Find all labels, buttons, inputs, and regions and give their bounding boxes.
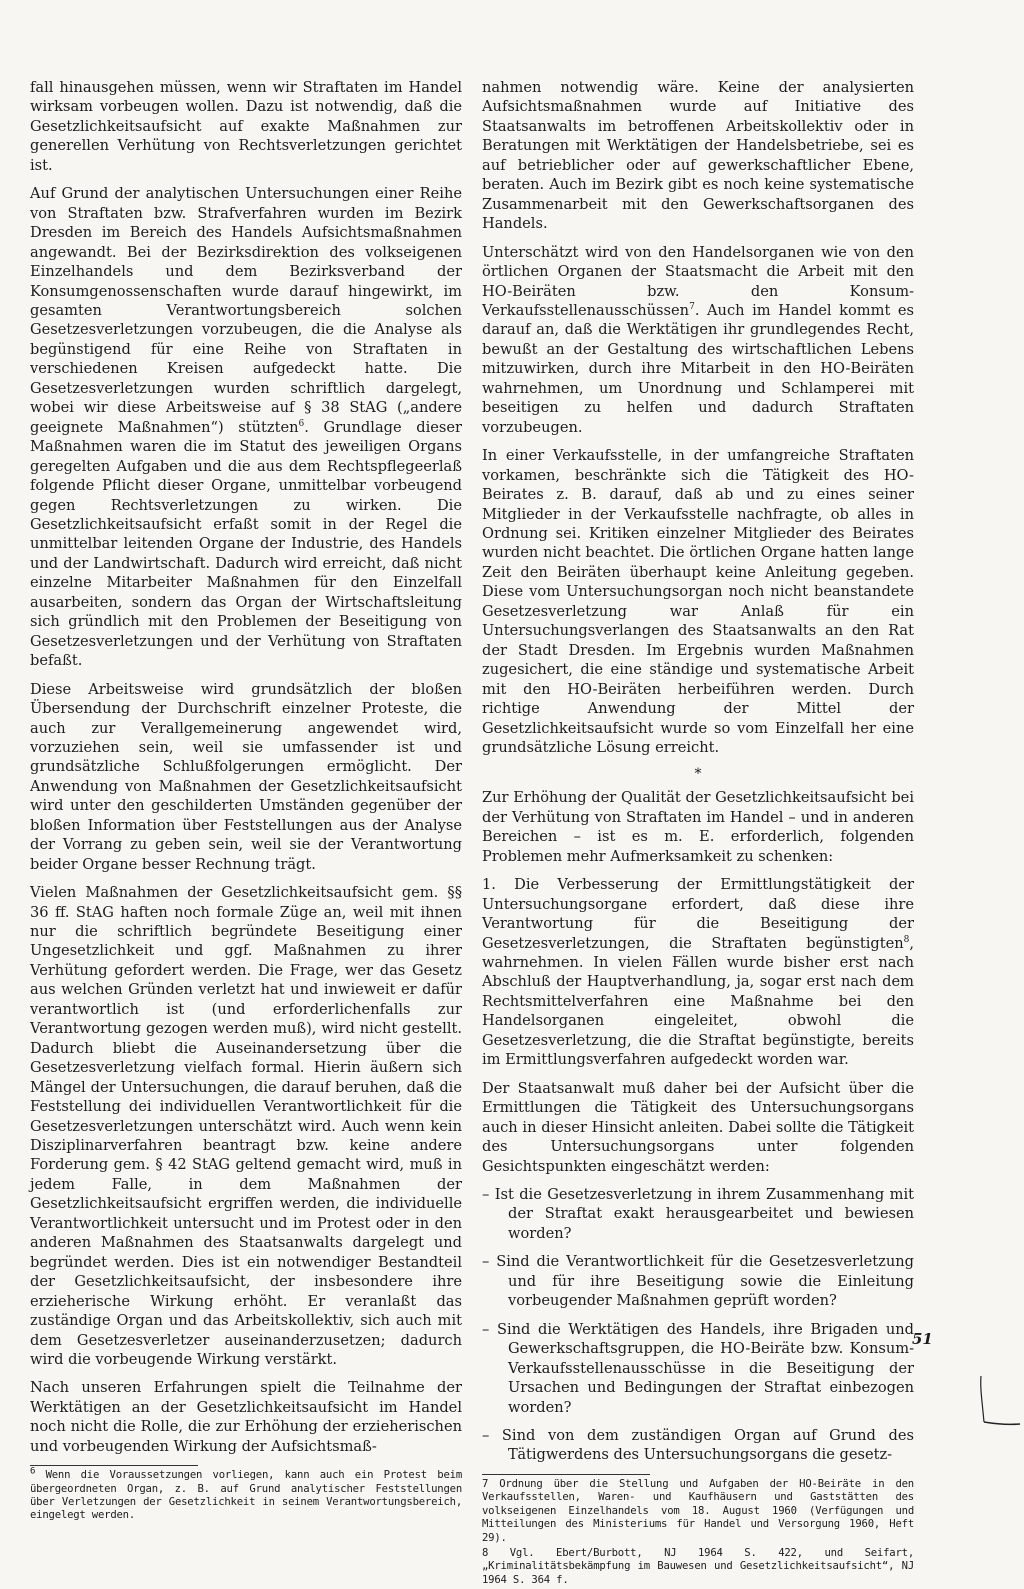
right-paragraph-5-rest: , wahrnehmen. In vielen Fällen wurde bisher erst nach Abschluß der Hauptverhandlung, ja, sogar erst nach dem Rechtsmittelverfahren eine Maßnahme bei den Handelsorganen eingeleitet, obwohl die Gesetzesverletzung, die die Straftat begünstigte, bereits im Ermittlungsverfahren aufgedeckt worden war. xyxy=(482,934,914,1069)
right-paragraph-6: Der Staatsanwalt muß daher bei der Aufsicht über die Ermittlungen die Tätigkeit des Untersuchungsorgans auch in dieser Hinsicht anleiten. Dabei sollte die Tätigkeit des Untersuchungsorgans unter folgenden Gesichtspunkten eingeschätzt werden: xyxy=(482,1079,914,1175)
right-paragraph-4: Zur Erhöhung der Qualität der Gesetzlichkeitsaufsicht bei der Verhütung von Straftaten im Handel – und in anderen Bereichen – ist es m. E. erforderlich, folgenden Problemen mehr Aufmerksamkeit zu schenken: xyxy=(482,789,914,865)
right-paragraph-3: In einer Verkaufsstelle, in der umfangreiche Straftaten vorkamen, beschränkte sich die Tätigkeit des HO-Beirates z. B. darauf, daß ab und zu eines seiner Mitglieder in der Verkaufsstelle nachfragte, ob alles in Ordnung sei. Kritiken einzelner Mitglieder des Beirates wurden nicht beachtet. Die örtlichen Organe hatten lange Zeit den Beiräten überhaupt keine Anleitung gegeben. Diese vom Untersuchungsorgan noch nicht beanstandete Gesetzesverletzung war Anlaß für ein Untersuchungsverlangen des Staatsanwalts an den Rat der Stadt Dresden. Im Ergebnis wurden Maßnahmen zugesichert, die eine ständige und systematische Arbeit mit den HO-Beiräten herbeiführen werden. Durch richtige Anwendung der Mittel der Gesetzlichkeitsaufsicht wurde so vom Einzelfall her eine grundsätzliche Lösung erreicht. xyxy=(482,447,914,756)
left-paragraph-2-text: Auf Grund der analytischen Untersuchungen einer Reihe von Straftaten bzw. Strafverfahren wurden im Bezirk Dresden im Bereich des Handels Aufsichtsmaßnahmen angewandt. Bei der Bezirksdirektion des volkseigenen Einzelhandels und dem Bezirksverband der Konsumgenossenschaften wurde darauf hingewirkt, im gesamten Verantwortungsbereich solchen Gesetzesverletzungen vorzubeugen, die die Analyse als begünstigend für eine Reihe von Straftaten in verschiedenen Kreisen aufgedeckt hatte. Die Gesetzesverletzungen wurden schriftlich dargelegt, wobei wir diese Arbeitsweise auf § 38 StAG („andere geeignete Maßnahmen“) stützten xyxy=(30,185,462,436)
left-paragraph-1: fall hinausgehen müssen, wenn wir Straftaten im Handel wirksam vorbeugen wollen. Dazu ist notwendig, daß die Gesetzlichkeitsaufsicht auf exakte Maßnahmen zur generellen Verhütung von Rechtsverletzungen gerichtet ist. xyxy=(30,79,462,174)
right-paragraph-5-text: 1. Die Verbesserung der Ermittlungstätigkeit der Untersuchungsorgane erfordert, daß diese ihre Verantwortung für die Beseitigung der Gesetzesverletzungen, die Straftaten begünstigten xyxy=(482,876,914,952)
footnote-7: 7 Ordnung über die Stellung und Aufgaben der HO-Beiräte in den Verkaufsstellen, Waren- und Kaufhäusern und Gaststätten des volkseigenen Einzelhandels vom 18. August 1960 (Verfügungen und Mitteilungen des Ministeriums für Handel und Versorgung 1960, Heft 29). xyxy=(482,1477,914,1544)
right-paragraph-2-rest: . Auch im Handel kommt es darauf an, daß die Werktätigen ihr grundlegendes Recht, bewußt an der Gestaltung des wirtschaftlichen Lebens mitzuwirken, durch ihre Mitarbeit in den HO-Beiräten wahrnehmen, um Unordnung und Schlamperei mit beseitigen zu helfen und dadurch Straftaten vorzubeugen. xyxy=(482,301,914,436)
dash-item-3: – Sind die Werktätigen des Handels, ihre Brigaden und Gewerkschaftsgruppen, die HO-Beiräte bzw. Konsum-Verkaufsstellenausschüsse in die Beseitigung der Ursachen und Bedingungen der Straftat einbezogen worden? xyxy=(482,1320,914,1416)
left-paragraph-2-rest: . Grundlage dieser Maßnahmen waren die im Statut des jeweiligen Organs geregelten Aufgaben und die aus dem Rechtspflegeerlaß folgende Pflicht dieser Organe, unmittelbar vorbeugend gegen Rechtsverletzungen zu wirken. Die Gesetzlichkeitsaufsicht erfaßt somit in der Regel die unmittelbar leitenden Organe der Industrie, des Handels und der Landwirtschaft. Dadurch wird erreicht, daß nicht einzelne Mitarbeiter Maßnahmen für den Einzelfall ausarbeiten, sondern das Organ der Wirtschaftsleitung sich gründlich mit den Problemen der Beseitigung von Gesetzesverletzungen und der Verhütung von Straftaten befaßt. xyxy=(30,418,462,670)
right-paragraph-1: nahmen notwendig wäre. Keine der analysierten Aufsichtsmaßnahmen wurde auf Initiative des Staatsanwalts im betroffenen Arbeitskollektiv oder in Beratungen mit Werktätigen der Handelsbetriebe, sei es auf betrieblicher oder auf gewerkschaftlicher Ebene, beraten. Auch im Bezirk gibt es noch keine systematische Zusammenarbeit mit den Gewerkschaftsorganen des Handels. xyxy=(482,79,914,233)
footnote-rule-right xyxy=(482,1474,650,1475)
right-paragraph-2-text: Unterschätzt wird von den Handelsorganen wie von den örtlichen Organen der Staatsmacht die Arbeit mit den HO-Beiräten bzw. den Konsum-Verkaufsstellenausschüssen xyxy=(482,243,914,319)
footnote-6-text: Wenn die Voraussetzungen vorliegen, kann auch ein Protest beim übergeordneten Organ, z. B. auf Grund analytischer Feststellungen über Verletzungen der Gesetzlichkeit in seinem Verantwortungsbereich, eingelegt werden. xyxy=(30,1469,462,1522)
footnote-ref-7: 7 xyxy=(689,302,695,313)
footnote-6-mark: 6 xyxy=(30,1466,36,1477)
dash-item-1: – Ist die Gesetzesverletzung in ihrem Zusammenhang mit der Straftat exakt herausgearbeitet und bewiesen worden? xyxy=(482,1186,914,1242)
left-paragraph-3: Diese Arbeitsweise wird grundsätzlich der bloßen Übersendung der Durchschrift einzelner Proteste, die auch zur Verallgemeinerung angewendet wird, vorzuziehen sein, weil sie umfassender ist und grundsätzliche Schlußfolgerungen ermöglicht. Der Anwendung von Maßnahmen der Gesetzlichkeitsaufsicht wird unter den geschilderten Umständen gegenüber der bloßen Information über Feststellungen aus der Analyse der Vorrang zu geben sein, weil sie der Verantwortung beider Organe besser Rechnung trägt. xyxy=(30,680,462,873)
footnote-ref-8: 8 xyxy=(903,934,910,945)
footnote-ref-6: 6 xyxy=(298,418,305,429)
dash-item-4: – Sind von dem zuständigen Organ auf Grund des Tätigwerdens des Untersuchungsorgans die gesetz- xyxy=(482,1427,914,1464)
footnote-rule-left xyxy=(30,1465,198,1466)
dash-item-2: – Sind die Verantwortlichkeit für die Gesetzesverletzung und für ihre Beseitigung sowie die Einleitung vorbeugender Maßnahmen geprüft worden? xyxy=(482,1253,914,1310)
page-number: 51 xyxy=(912,1330,933,1348)
section-separator: * xyxy=(694,766,702,783)
footnote-6 xyxy=(30,1466,462,1523)
left-paragraph-4: Vielen Maßnahmen der Gesetzlichkeitsaufsicht gem. §§ 36 ff. StAG haften noch formale Züge an, weil mit ihnen nur die schriftlich begründete Beseitigung einer Ungesetzlichkeit und ggf. Maßnahmen zu ihrer Verhütung gefordert werden. Die Frage, wer das Gesetz aus welchen Gründen verletzt hat und inwieweit er dafür verantwortlich ist (und erforderlichenfalls zur Verantwortung gezogen werden muß), wird nicht gestellt. Dadurch bliebt die Auseinandersetzung über die Gesetzesverletzung vielfach formal. Hierin äußern sich Mängel der Untersuchungen, die darauf beruhen, daß die Feststellung dei individuellen Verantwortlichkeit für die Gesetzesverletzungen unterschätzt wird. Auch wenn kein Disziplinarverfahren beantragt bzw. keine andere Forderung gem. § 42 StAG geltend gemacht wird, muß in jedem Falle, in dem Maßnahmen der Gesetzlichkeitsaufsicht ergriffen werden, die individuelle Verantwortlichkeit untersucht und im Protest oder in den anderen Maßnahmen des Staatsanwalts dargelegt und begründet werden. Dies ist ein notwendiger Bestandteil der Gesetzlichkeitsaufsicht, der insbesondere ihre erzieherische Wirkung erhöht. Er veranlaßt das zuständige Organ und das Arbeitskollektiv, sich auch mit dem Gesetzesverletzer auseinanderzusetzen; dadurch wird die vorbeugende Wirkung verstärkt. xyxy=(30,884,462,1368)
left-paragraph-5: Nach unseren Erfahrungen spielt die Teilnahme der Werktätigen an der Gesetzlichkeitsaufsicht im Handel noch nicht die Rolle, die zur Erhöhung der erzieherischen und vorbeugenden Wirkung der Aufsichtsmaß- xyxy=(30,1379,462,1455)
footnote-8: 8 Vgl. Ebert/Burbott, NJ 1964 S. 422, und Seifart, „Kriminalitätsbekämpfung im Bauwesen und Gesetzlichkeitsaufsicht“, NJ 1964 S. 364 f. xyxy=(482,1546,914,1586)
